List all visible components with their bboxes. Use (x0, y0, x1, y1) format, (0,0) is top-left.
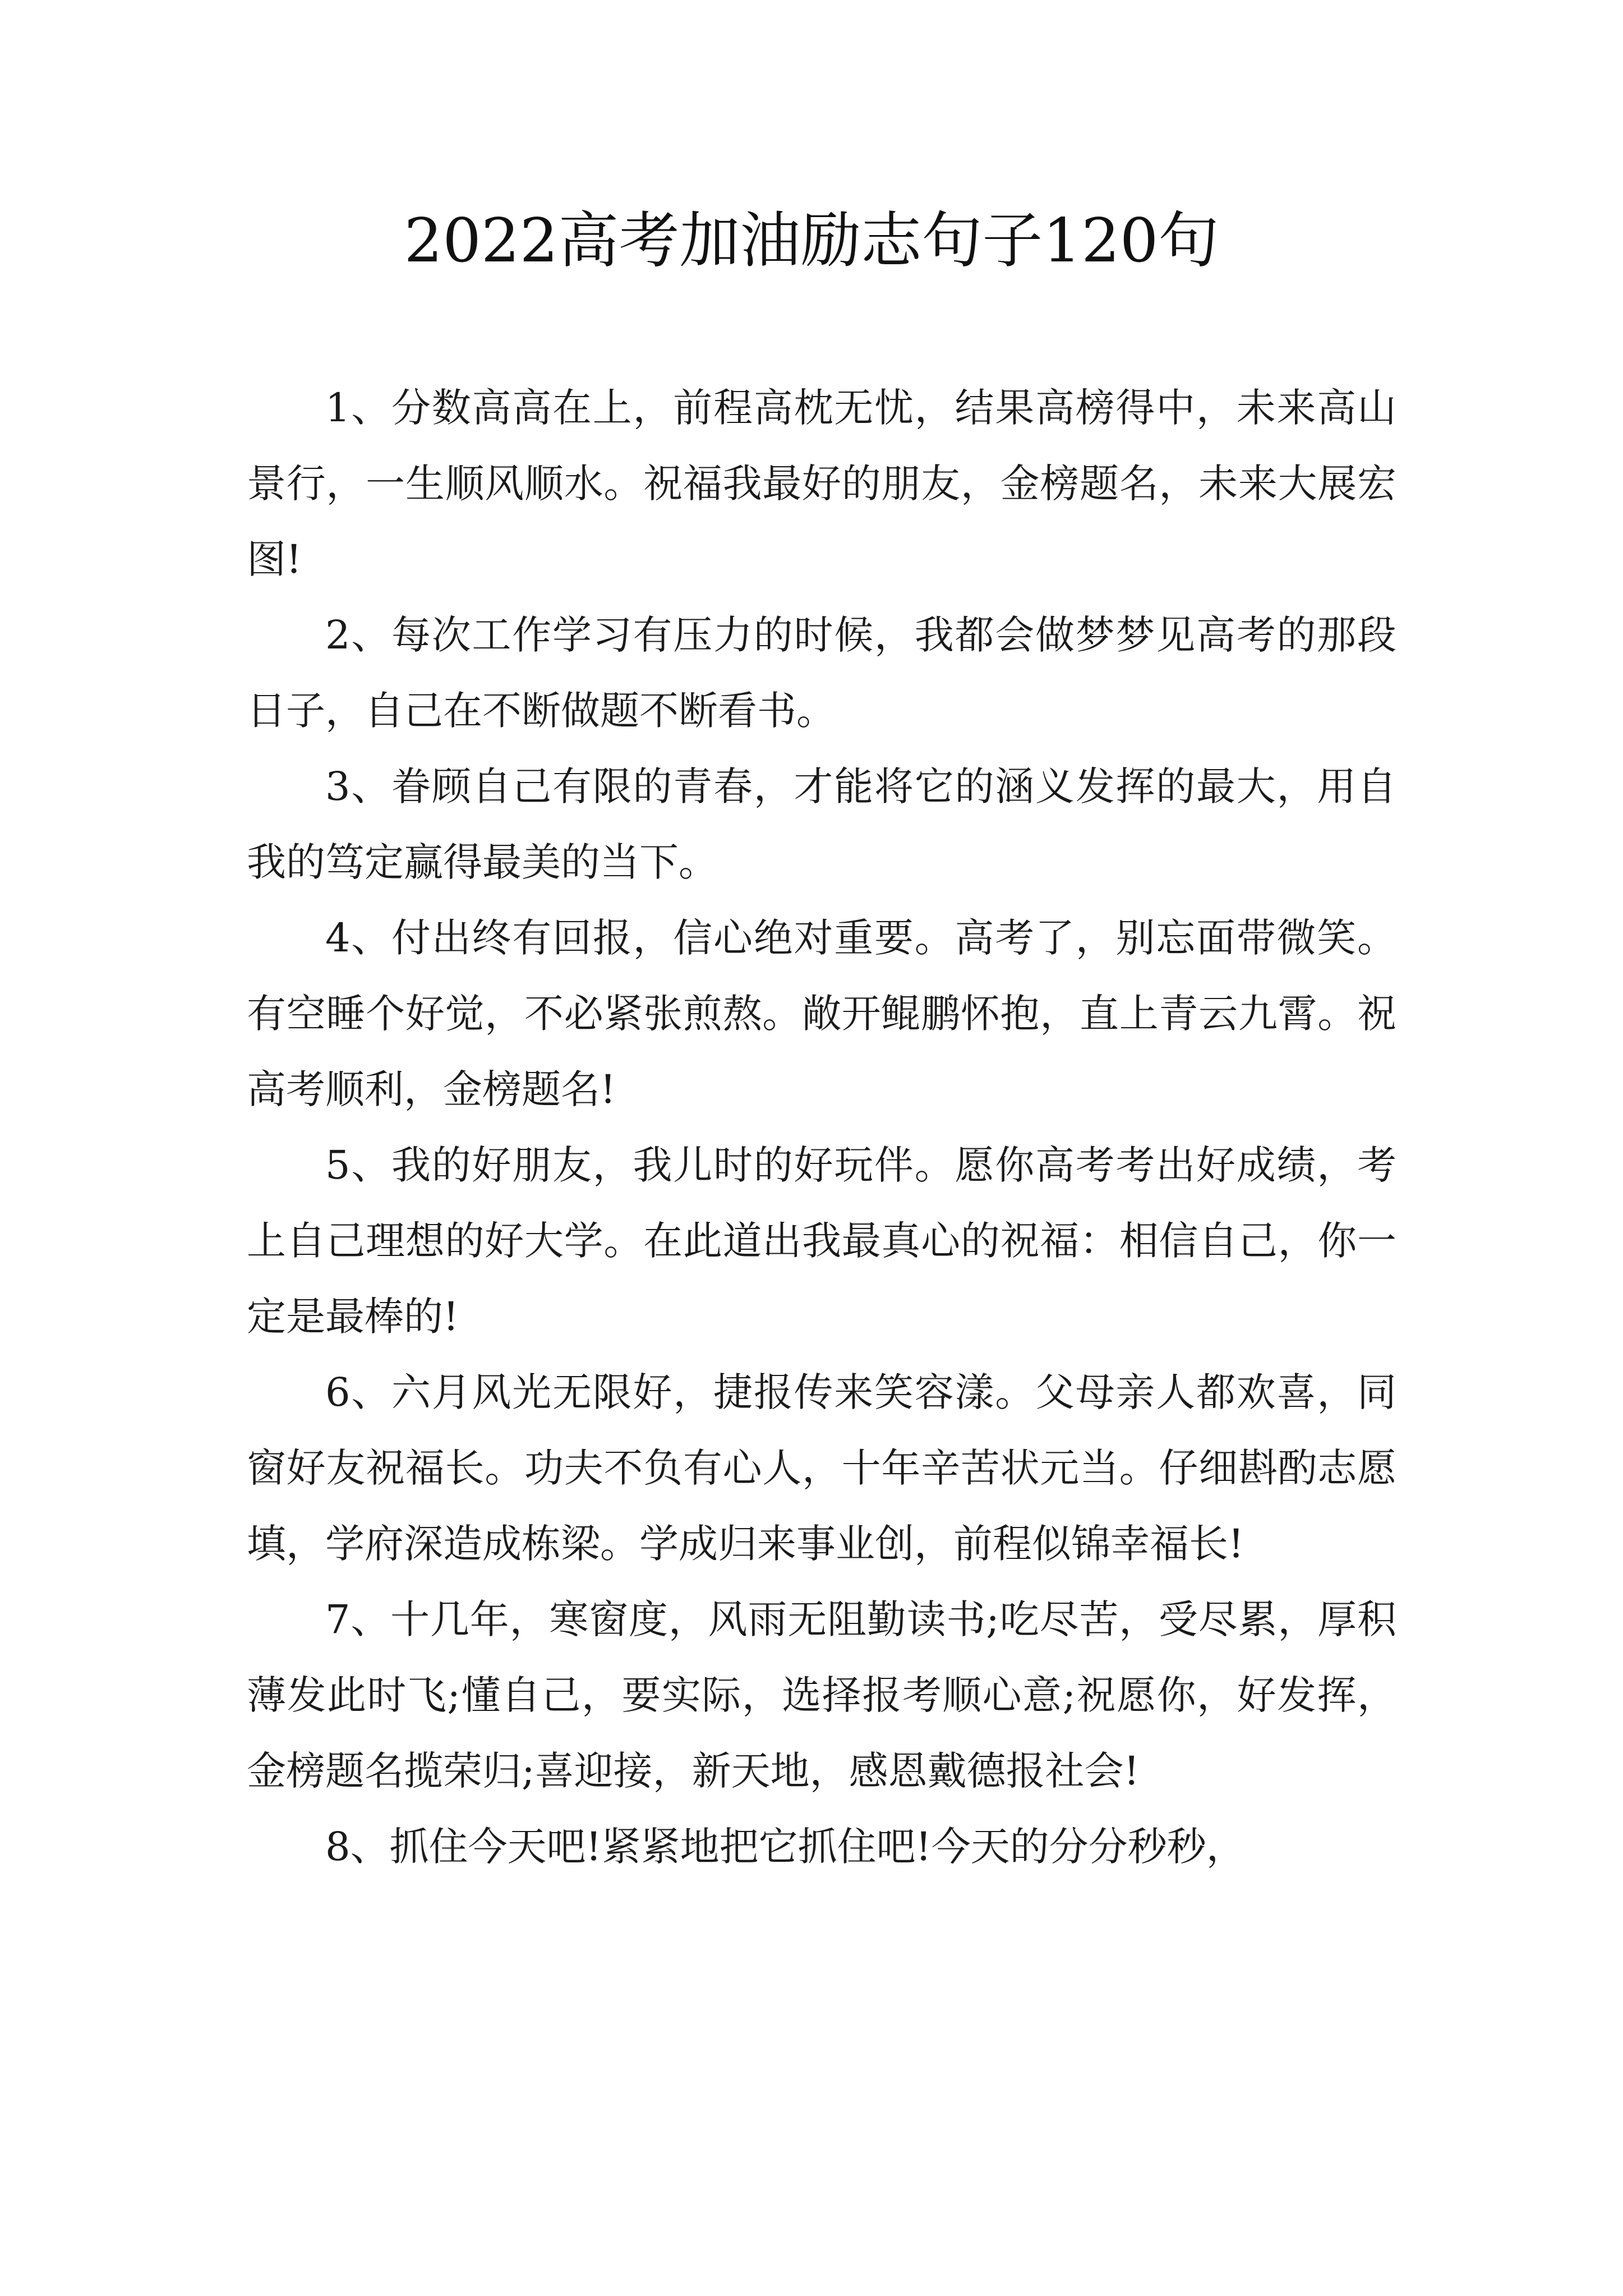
paragraph-3: 3、眷顾自己有限的青春，才能将它的涵义发挥的最大，用自我的笃定赢得最美的当下。 (247, 763, 1396, 885)
document-body (247, 370, 1396, 1885)
paragraph-7: 7、十几年，寒窗度，风雨无阻勤读书;吃尽苦，受尽累，厚积薄发此时飞;懂自己，要实际，选择报考顺心意;祝愿你，好发挥，金榜题名揽荣归;喜迎接，新天地，感恩戴德报社会! (247, 1596, 1396, 1794)
paragraph-6: 6、六月风光无限好，捷报传来笑容漾。父母亲人都欢喜，同窗好友祝福长。功夫不负有心人，十年辛苦状元当。仔细斟酌志愿填，学府深造成栋梁。学成归来事业创，前程似锦幸福长! (247, 1369, 1396, 1567)
document-title: 2022高考加油励志句子120句 (404, 206, 1219, 276)
paragraph-5: 5、我的好朋友，我儿时的好玩伴。愿你高考考出好成绩，考上自己理想的好大学。在此道出我最真心的祝福：相信自己，你一定是最棒的! (247, 1142, 1396, 1340)
paragraph-8: 8、抓住今天吧!紧紧地把它抓住吧!今天的分分秒秒， (325, 1824, 1246, 1870)
paragraph-2: 2、每次工作学习有压力的时候，我都会做梦梦见高考的那段日子，自己在不断做题不断看书。 (247, 612, 1396, 734)
paragraph-1: 1、分数高高在上，前程高枕无忧，结果高榜得中，未来高山景行，一生顺风顺水。祝福我最好的朋友，金榜题名，未来大展宏图! (247, 385, 1396, 582)
paragraph-4: 4、付出终有回报，信心绝对重要。高考了，别忘面带微笑。有空睡个好觉，不必紧张煎熬。敞开鲲鹏怀抱，直上青云九霄。祝高考顺利，金榜题名! (247, 915, 1396, 1112)
